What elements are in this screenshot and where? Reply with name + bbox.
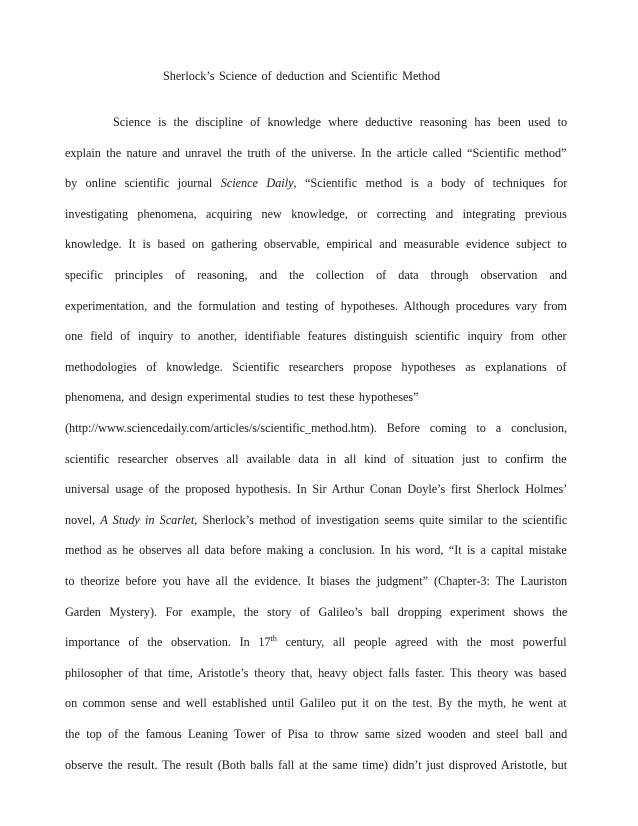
line-text: on common sense and well established until Galileo put it on the test. By the myth, he went at (65, 696, 567, 711)
body-line (65, 237, 567, 252)
line-text: Garden Mystery). For example, the story of Galileo’s ball dropping experiment shows the (65, 604, 568, 619)
line-text: method as he observes all data before making a conclusion. In his word, “It is a capital mistake (65, 543, 567, 558)
body-line (65, 329, 567, 344)
body-line (65, 543, 567, 558)
body-line (65, 605, 567, 620)
body-line (65, 574, 567, 589)
body-line (113, 115, 567, 130)
body-line (65, 696, 567, 711)
line-text: experimentation, and the formulation and testing of hypotheses. Although procedures vary from (65, 298, 567, 313)
line-text: one field of inquiry to another, identifiable features distinguish scientific inquiry from other (65, 329, 567, 344)
body-line (65, 299, 567, 314)
line-text: specific principles of reasoning, and the collection of data through observation and (65, 268, 567, 282)
line-text: observe the result. The result (Both balls fall at the same time) didn’t just disproved Aristotle, but (65, 757, 568, 772)
line-text: by online scientific journal (65, 176, 221, 191)
italic-text: A Study in Scarlet, (100, 512, 198, 527)
body-line (65, 268, 567, 283)
line-text: the top of the famous Leaning Tower of Pisa to throw same sized wooden and steel ball and (65, 727, 568, 741)
body-line (65, 452, 567, 467)
line-text: universal usage of the proposed hypothesis. In Sir Arthur Conan Doyle’s first Sherlock Holmes’ (65, 482, 568, 497)
line-text: (http://www.sciencedaily.com/articles/s/scientific_method.htm). Before coming to a conclusion, (65, 421, 568, 435)
body-line (65, 421, 567, 436)
body-line (65, 635, 567, 650)
line-text: philosopher of that time, Aristotle’s theory that, heavy object falls faster. This theory was based (65, 665, 567, 680)
line-text: explain the nature and unravel the truth of the universe. In the article called “Scientific method” (65, 145, 567, 160)
line-text: to theorize before you have all the evidence. It biases the judgment” (Chapter-3: The Lauriston (65, 574, 568, 588)
body-line (65, 146, 567, 161)
body-line (65, 513, 567, 528)
body-line (65, 666, 567, 681)
body-line (65, 360, 567, 375)
line-text: phenomena, and design experimental studies to test these hypotheses” (65, 390, 419, 405)
line-text: methodologies of knowledge. Scientific researchers propose hypotheses as explanations of (65, 359, 567, 374)
line-text: Science is the discipline of knowledge where deductive reasoning has been used to (113, 115, 568, 129)
line-text: scientific researcher observes all available data in all kind of situation just to confirm the (65, 451, 567, 466)
line-text: investigating phenomena, acquiring new knowledge, or correcting and integrating previous (65, 206, 567, 221)
italic-text: Science Daily (220, 176, 294, 191)
body-line (65, 207, 567, 222)
superscript-text: th (270, 634, 277, 644)
line-text: novel, (65, 512, 101, 527)
body-line (65, 390, 419, 405)
line-text: , “Scientific method is a body of techniques for (293, 176, 568, 191)
line-text: knowledge. It is based on gathering observable, empirical and measurable evidence subject to (65, 237, 567, 252)
body-line (65, 482, 567, 497)
line-text: Sherlock’s method of investigation seems quite similar to the scientific (197, 512, 568, 527)
document-title: Sherlock’s Science of deduction and Scientific Method (163, 69, 441, 83)
body-line (65, 176, 567, 191)
line-text: century, all people agreed with the most powerful (276, 635, 567, 650)
body-line (65, 727, 567, 742)
body-line (65, 758, 567, 773)
line-text: importance of the observation. In 17 (65, 635, 271, 650)
